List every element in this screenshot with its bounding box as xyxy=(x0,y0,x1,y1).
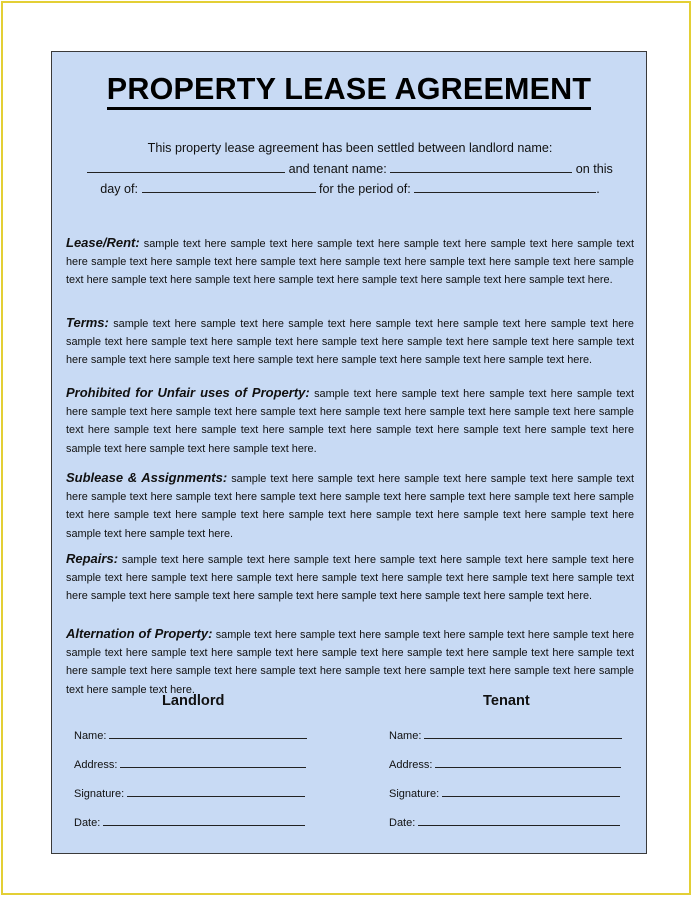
landlord-signature-line[interactable] xyxy=(127,786,305,797)
section-heading: Prohibited for Unfair uses of Property: xyxy=(66,385,310,400)
landlord-address-field xyxy=(74,757,306,771)
period-blank[interactable] xyxy=(414,179,596,193)
section-terms xyxy=(66,314,634,370)
period-of-label: for the period of: xyxy=(319,182,411,196)
field-label: Name: xyxy=(74,730,107,742)
document-title xyxy=(52,72,646,106)
lease-agreement-sheet xyxy=(51,51,647,854)
section-prohibited-uses xyxy=(66,384,634,458)
landlord-name-blank[interactable] xyxy=(87,159,285,173)
section-heading: Alternation of Property: xyxy=(66,626,213,641)
landlord-date-field xyxy=(74,815,305,829)
day-of-label: day of: xyxy=(100,182,139,196)
tenant-heading: Tenant xyxy=(483,693,530,709)
field-label: Address: xyxy=(74,759,118,771)
section-heading: Lease/Rent: xyxy=(66,235,140,250)
section-lease-rent xyxy=(66,234,634,290)
field-label: Date: xyxy=(74,817,101,829)
landlord-heading: Landlord xyxy=(162,693,225,709)
intro-line-2 xyxy=(74,159,626,180)
intro-line-1 xyxy=(74,138,626,159)
landlord-signature-field xyxy=(74,786,305,800)
landlord-date-line[interactable] xyxy=(103,815,305,826)
section-body: sample text here sample text here sample text here sample text here sample text here sample text here sample text here sample text here sample text here sample text here sample text here sample text here sample text here sample text here sample text here sample text here sample text here sample text here sample text here sample text here. xyxy=(66,629,634,696)
tenant-date-field xyxy=(389,815,620,829)
section-body: sample text here sample text here sample text here sample text here sample text here sample text here sample text here sample text here sample text here sample text here sample text here sample text here sample text here sample text here sample text here sample text here sample text here sample text here sample text here sample text here. xyxy=(66,388,634,455)
section-body: sample text here sample text here sample text here sample text here sample text here sample text here sample text here sample text here sample text here sample text here sample text here sample text here sample text here sample text here sample text here sample text here sample text here sample text here sample text here. xyxy=(66,554,634,603)
section-alternation xyxy=(66,625,634,699)
section-sublease xyxy=(66,469,634,543)
section-body: sample text here sample text here sample text here sample text here sample text here sample text here sample text here sample text here sample text here sample text here sample text here sample text here sample text here sample text here sample text here sample text here sample text here sample text here sample text here. xyxy=(66,238,635,287)
tenant-name-line[interactable] xyxy=(424,728,622,739)
field-label: Name: xyxy=(389,730,422,742)
tenant-name-blank[interactable] xyxy=(390,159,572,173)
section-heading: Repairs: xyxy=(66,551,119,566)
period-end-mark: . xyxy=(596,182,600,196)
section-repairs xyxy=(66,550,634,606)
field-label: Signature: xyxy=(389,788,440,800)
landlord-address-line[interactable] xyxy=(120,757,306,768)
field-label: Address: xyxy=(389,759,433,771)
tenant-name-label: and tenant name: xyxy=(288,161,387,176)
section-heading: Terms: xyxy=(66,315,109,330)
tenant-name-field xyxy=(389,728,622,742)
tenant-address-field xyxy=(389,757,621,771)
document-title-text: PROPERTY LEASE AGREEMENT xyxy=(107,72,591,110)
landlord-name-line[interactable] xyxy=(109,728,307,739)
day-blank[interactable] xyxy=(142,179,316,193)
tenant-date-line[interactable] xyxy=(418,815,620,826)
section-body: sample text here sample text here sample text here sample text here sample text here sample text here sample text here sample text here sample text here sample text here sample text here sample text here sample text here sample text here sample text here sample text here sample text here sample text here sample text here. xyxy=(66,318,634,367)
tenant-signature-field xyxy=(389,786,620,800)
field-label: Signature: xyxy=(74,788,125,800)
on-this-label: on this xyxy=(575,161,613,176)
tenant-address-line[interactable] xyxy=(435,757,621,768)
field-label: Date: xyxy=(389,817,416,829)
section-body: sample text here sample text here sample text here sample text here sample text here sample text here sample text here sample text here sample text here sample text here sample text here sample text here sample text here sample text here sample text here sample text here sample text here sample text here sample text here sample text here. xyxy=(66,473,634,540)
tenant-signature-line[interactable] xyxy=(442,786,620,797)
intro-line-1-text: This property lease agreement has been settled between landlord name: xyxy=(147,141,553,155)
section-heading: Sublease & Assignments: xyxy=(66,470,228,485)
intro-line-3 xyxy=(74,179,626,200)
intro-paragraph xyxy=(74,138,626,200)
landlord-name-field xyxy=(74,728,307,742)
